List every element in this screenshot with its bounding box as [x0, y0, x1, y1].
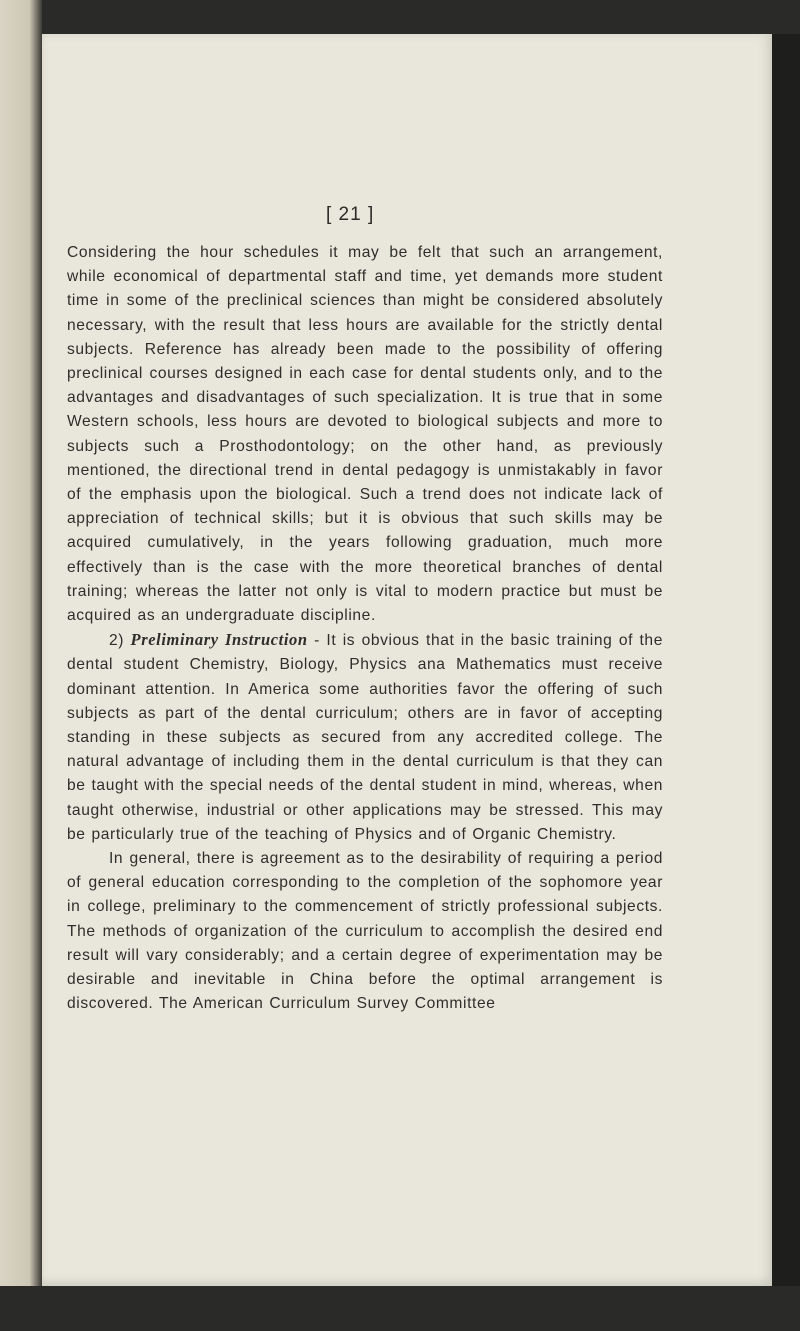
page-number: [ 21 ] [326, 204, 375, 225]
paragraph-2 [67, 628, 663, 847]
section-number: 2) [109, 632, 125, 650]
paragraph-1: Considering the hour schedules it may be felt that such an arrangement, while economical of departmental staff and time, yet demands more student time in some of the preclinical sciences than might be considered absolutely necessary, with the result that less hours are available for the strictly dental subjects. Reference has already been made to the possibility of offering preclinical courses designed in each case for dental students only, and to the advantages and disadvantages of such specialization. It is true that in some Western schools, less hours are devoted to biological subjects and more to subjects such a Prosthodontology; on the other hand, as previously mentioned, the directional trend in dental pedagogy is unmistakably in favor of the emphasis upon the biological. Such a trend does not indicate lack of appreciation of technical skills; but it is obvious that such skills may be acquired cumulatively, in the years following graduation, much more effectively than is the case with the more theoretical branches of dental training; whereas the latter not only is vital to modern practice but must be acquired as an undergraduate discipline. [67, 244, 663, 625]
paragraph-3: In general, there is agreement as to the desirability of requiring a period of general education corresponding to the completion of the sophomore year in college, preliminary to the commencement of strictly professional subjects. The methods of organization of the curriculum to accomplish the desired end result will vary considerably; and a certain degree of experimentation may be desirable and inevitable in China before the optimal arrangement is discovered. The American Curriculum Survey Committee [67, 850, 663, 1013]
body-text [67, 241, 663, 1017]
adjacent-page-edge [0, 0, 42, 1331]
paragraph-2-text: - It is obvious that in the basic training of the dental student Chemistry, Biology, Physics ana Mathematics must receive dominant attention. In America some authorities favor the offering of such subjects as part of the dental curriculum; others are in favor of accepting standing in these subjects as secured from any accredited college. The natural advantage of including them in the dental curriculum is that they can be taught with the special needs of the dental student in mind, whereas, when taught otherwise, industrial or other applications may be stressed. This may be particularly true of the teaching of Physics and of Organic Chemistry. [67, 632, 663, 843]
scan-background-bottom [0, 1286, 800, 1331]
scan-background-right [772, 34, 800, 1286]
section-heading: Preliminary Instruction [130, 630, 308, 650]
